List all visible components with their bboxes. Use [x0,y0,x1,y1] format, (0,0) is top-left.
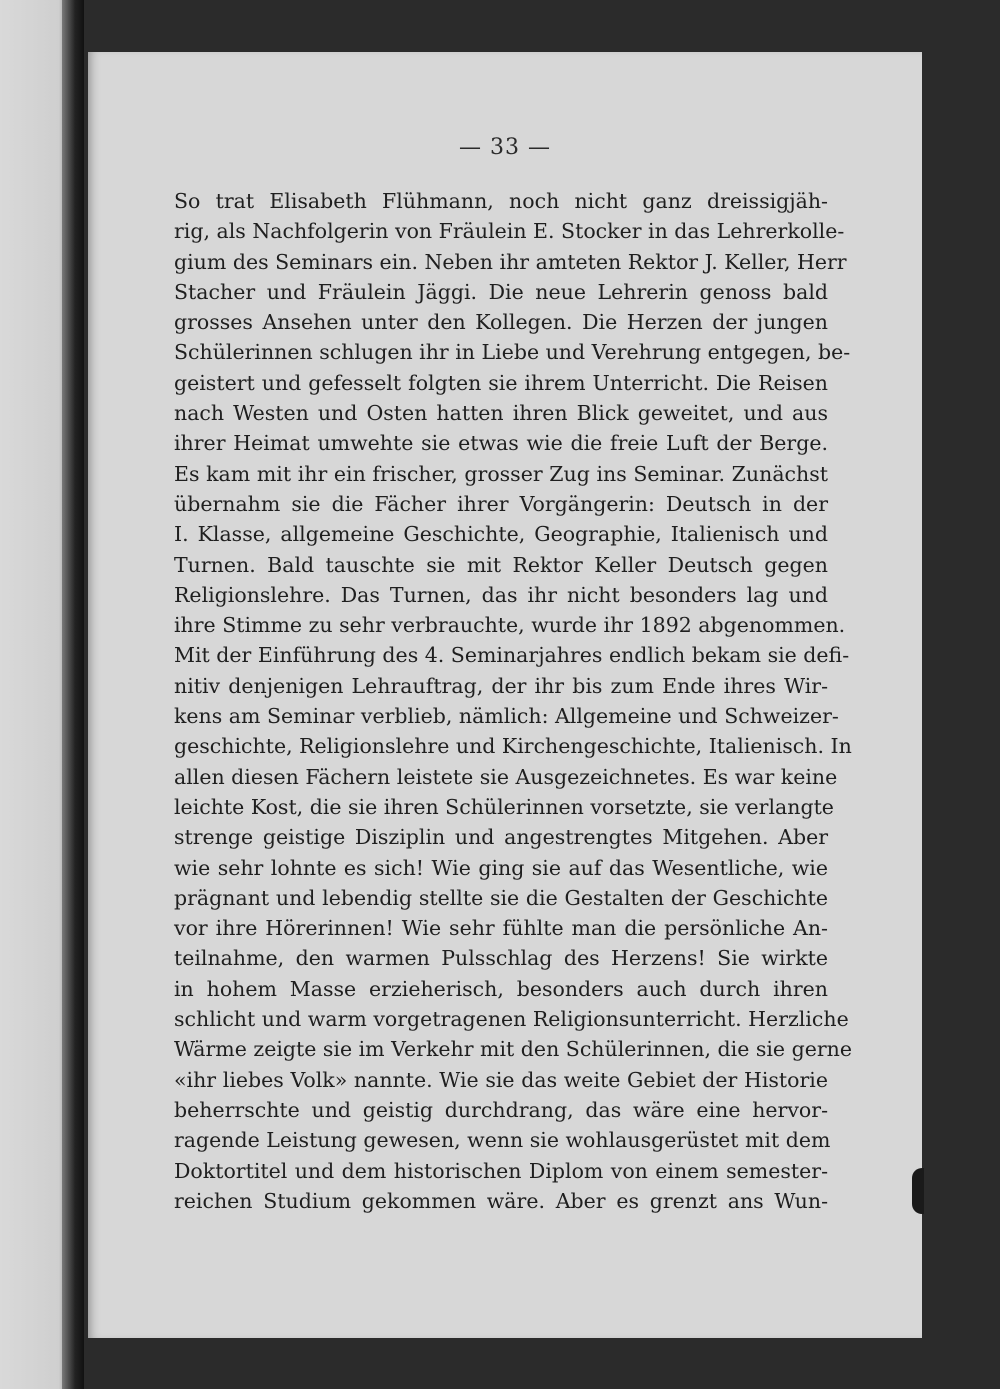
text-line: wie sehr lohnte es sich! Wie ging sie auf das Wesentliche, wie [174,855,828,880]
text-line: So trat Elisabeth Flühmann, noch nicht ganz dreissigjäh- [174,189,828,213]
text-line: in hohem Masse erzieherisch, besonders auch durch ihren [174,976,828,1001]
text-line: rig, als Nachfolgerin von Fräulein E. Stocker in das Lehrerkolle- [174,219,845,244]
text-line: Es kam mit ihr ein frischer, grosser Zug ins Seminar. Zunächst [174,461,828,486]
text-line: nitiv denjenigen Lehrauftrag, der ihr bis zum Ende ihres Wir- [174,673,828,698]
text-line: prägnant und lebendig stellte sie die Gestalten der Geschichte [174,885,828,910]
text-line: Schülerinnen schlugen ihr in Liebe und Verehrung entgegen, be- [174,340,851,365]
text-line: Mit der Einführung des 4. Seminarjahres endlich bekam sie defi- [174,643,850,668]
text-line: vor ihre Hörerinnen! Wie sehr fühlte man die persönliche An- [174,916,828,941]
text-line: ihre Stimme zu sehr verbrauchte, wurde ihr 1892 abgenommen. [174,613,846,638]
text-line: ragende Leistung gewesen, wenn sie wohlausgerüstet mit dem [174,1128,831,1153]
text-line: grosses Ansehen unter den Kollegen. Die Herzen der jungen [174,310,828,335]
page-tab-marker [912,1168,924,1214]
text-line: Doktortitel und dem historischen Diplom von einem semester- [174,1158,828,1183]
text-line: geschichte, Religionslehre und Kirchengeschichte, Italienisch. In [174,734,852,759]
text-line: geistert und gefesselt folgten sie ihrem Unterricht. Die Reisen [174,370,828,395]
text-line: teilnahme, den warmen Pulsschlag des Herzens! Sie wirkte [174,946,828,971]
text-line: Wärme zeigte sie im Verkehr mit den Schülerinnen, die sie gerne [174,1037,852,1062]
text-line: Religionslehre. Das Turnen, das ihr nicht besonders lag und [174,582,828,607]
text-line: beherrschte und geistig durchdrang, das wäre eine hervor- [174,1097,828,1122]
text-line: Stacher und Fräulein Jäggi. Die neue Lehrerin genoss bald [174,279,828,304]
book-page [88,52,922,1338]
text-line: Turnen. Bald tauschte sie mit Rektor Keller Deutsch gegen [174,552,828,577]
text-line: strenge geistige Disziplin und angestrengtes Mitgehen. Aber [174,825,828,850]
body-paragraph [174,186,852,1216]
text-line: gium des Seminars ein. Neben ihr amteten Rektor J. Keller, Herr [174,249,847,274]
text-line: kens am Seminar verblieb, nämlich: Allgemeine und Schweizer- [174,704,839,729]
text-line: schlicht und warm vorgetragenen Religionsunterricht. Herzliche [174,1007,849,1032]
text-line: allen diesen Fächern leistete sie Ausgezeichnetes. Es war keine [174,764,838,789]
page-number: — 33 — [459,135,551,160]
text-line: I. Klasse, allgemeine Geschichte, Geographie, Italienisch und [174,522,828,547]
text-line: leichte Kost, die sie ihren Schülerinnen vorsetzte, sie verlangte [174,794,834,819]
book-binding [62,0,84,1389]
text-line: reichen Studium gekommen wäre. Aber es grenzt ans Wun- [174,1188,828,1213]
text-line: ihrer Heimat umwehte sie etwas wie die freie Luft der Berge. [174,431,828,456]
text-line: «ihr liebes Volk» nannte. Wie sie das weite Gebiet der Historie [174,1067,828,1092]
text-line: übernahm sie die Fächer ihrer Vorgängerin: Deutsch in der [174,491,828,516]
text-line: nach Westen und Osten hatten ihren Blick geweitet, und aus [174,401,828,426]
